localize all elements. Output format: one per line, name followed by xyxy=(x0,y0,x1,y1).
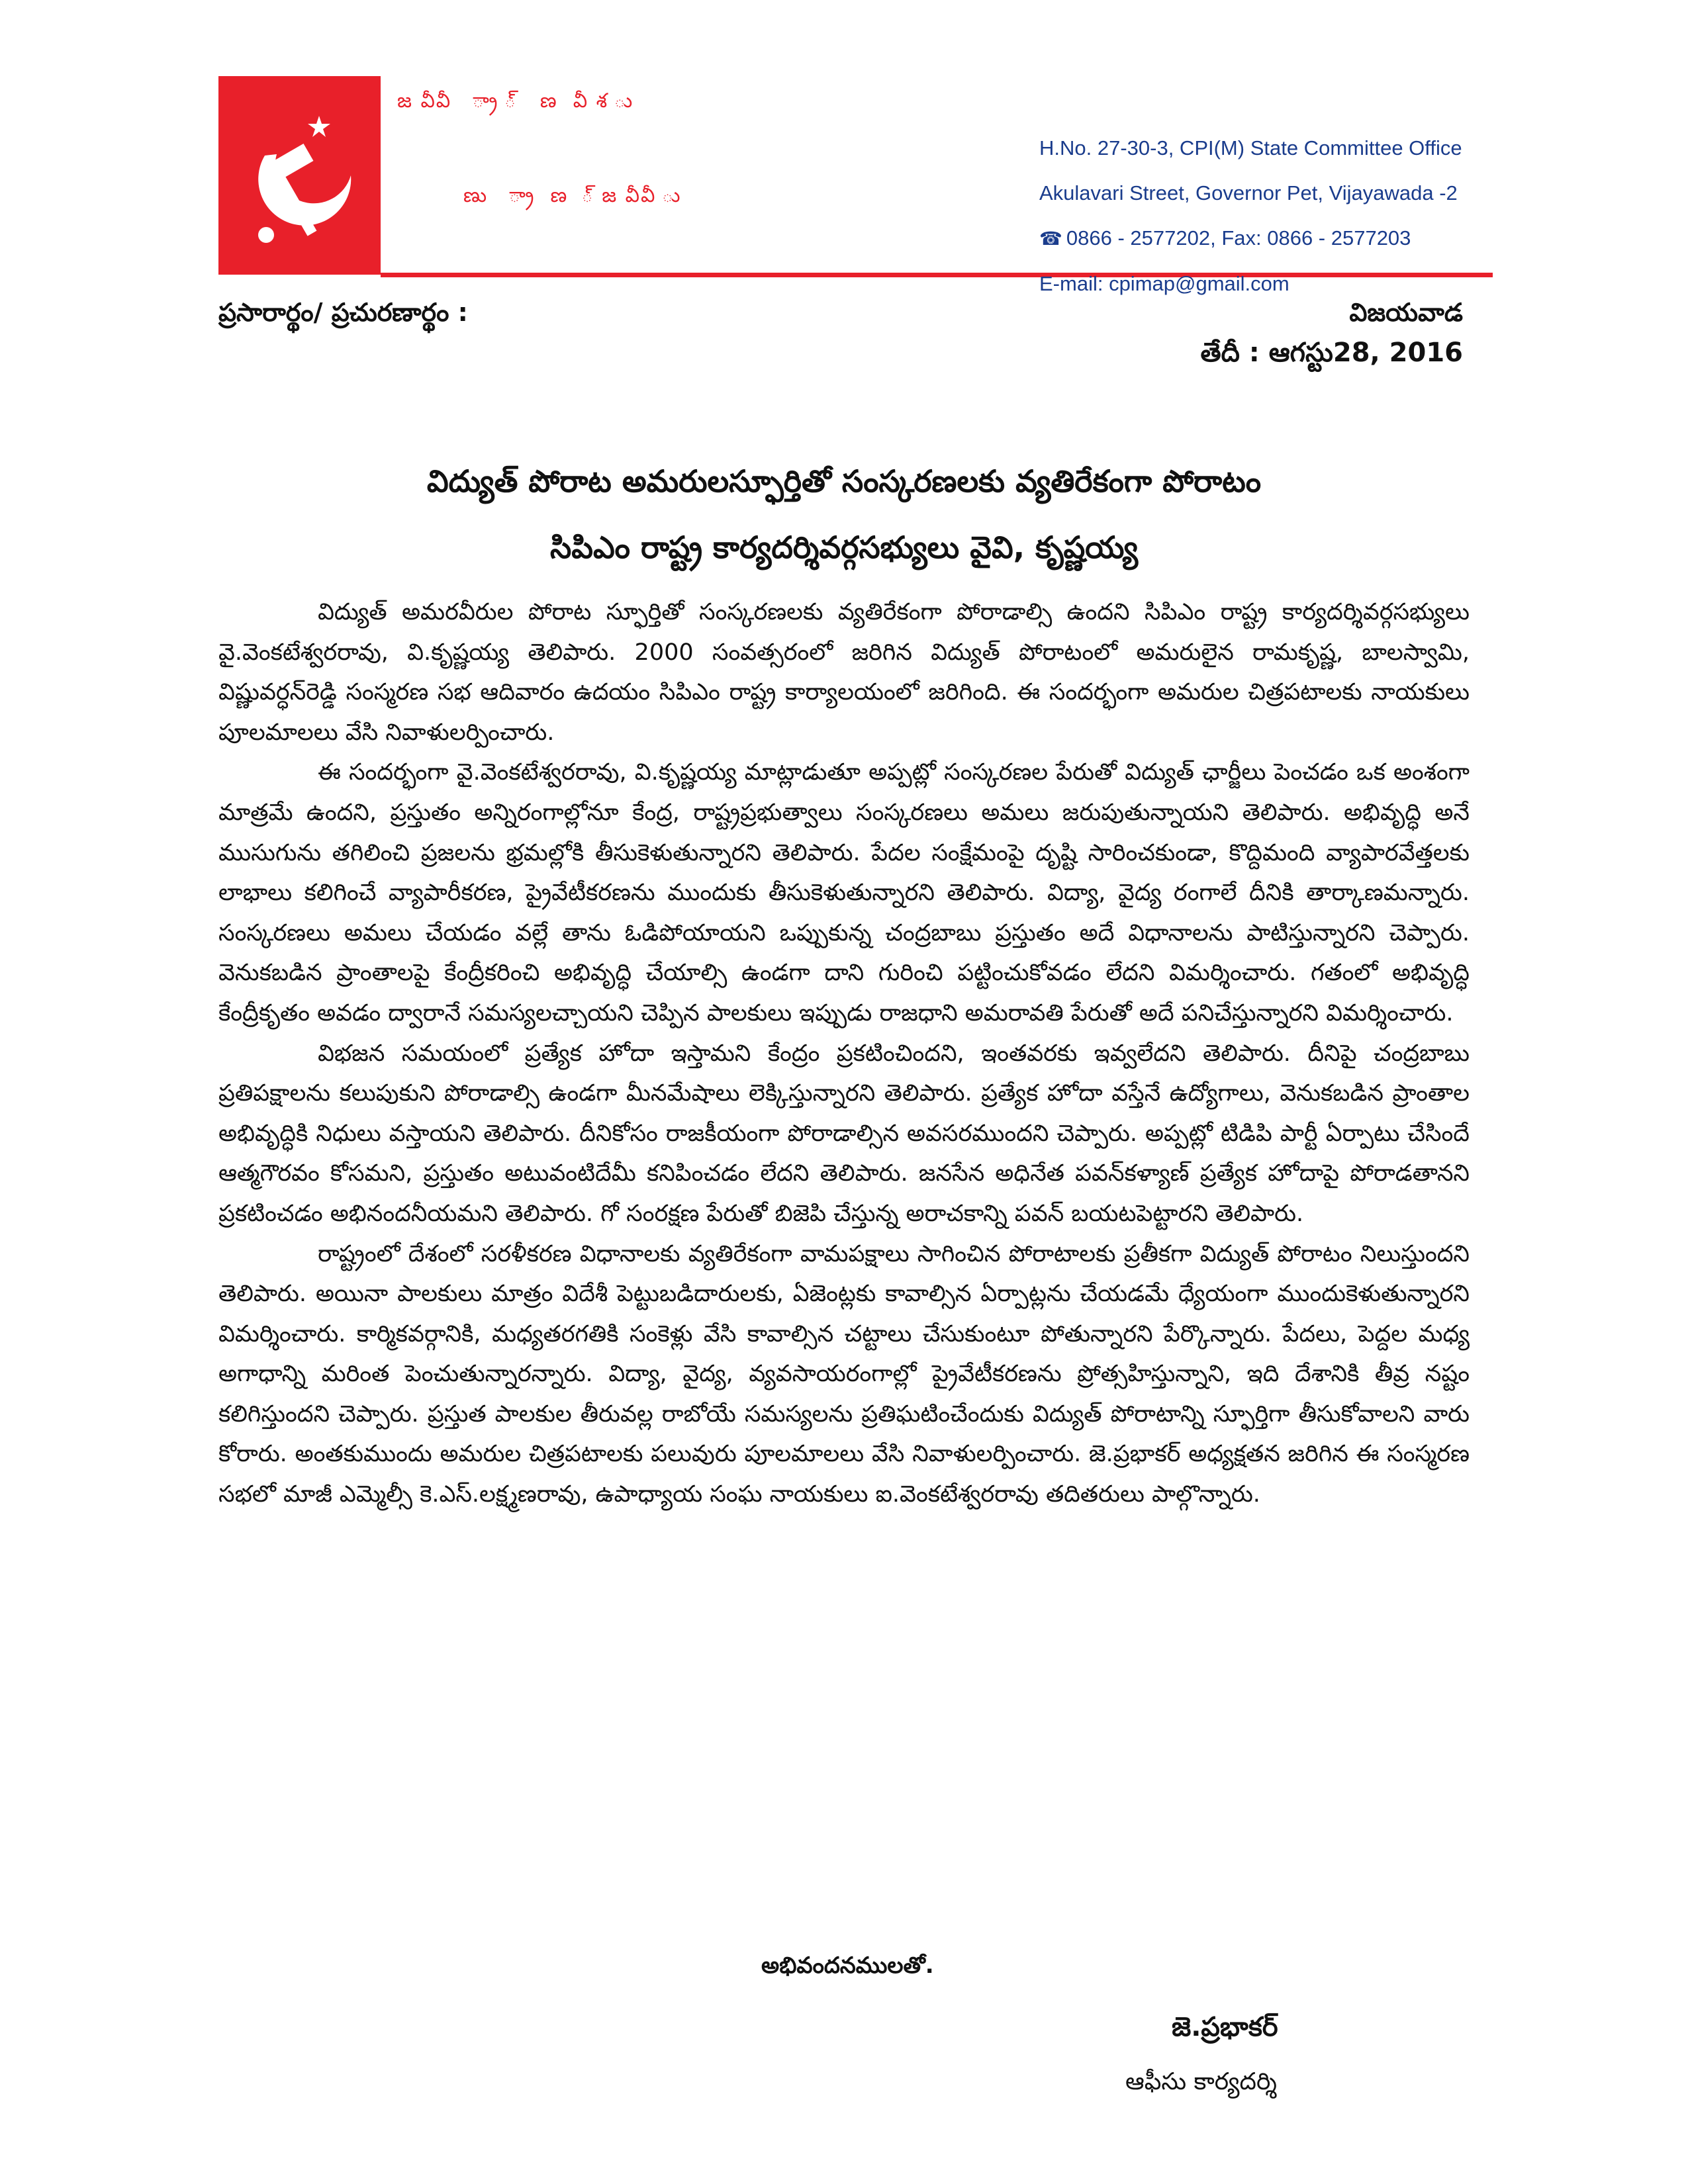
place: విజయవాడ xyxy=(1349,298,1463,327)
date: తేదీ : ఆగస్టు28, 2016 xyxy=(1200,338,1463,368)
party-logo xyxy=(218,76,381,275)
paragraph-1: విద్యుత్‌ అమరవీరుల పోరాట స్ఫూర్తితో సంస్కరణలకు వ్యతిరేకంగా పోరాడాల్సి ఉందని సిపిఎం రాష్ట్ర కార్యదర్శివర్గసభ్యులు వై.వెంకటేశ్వరరావు, వి.కృష్ణయ్య తెలిపారు. 2000 సంవత్సరంలో జరిగిన విద్యుత్‌ పోరాటంలో అమరులైన రామకృష్ణ, బాలస్వామి, విష్ణువర్ధన్‌రెడ్డి సంస్మరణ సభ ఆదివారం ఉదయం సిపిఎం రాష్ట్ర కార్యాలయంలో జరిగింది. ఈ సందర్భంగా అమరుల చిత్రపటాలకు నాయకులు పూలమాలలు వేసి నివాళులర్పించారు. xyxy=(218,599,1470,746)
sub-headline: సిపిఎం రాష్ట్ర కార్యదర్శివర్గసభ్యులు వైవి, కృష్ణయ్య xyxy=(549,529,1139,565)
signatory-name: జె.ప్రభాకర్‌ xyxy=(1172,2012,1278,2042)
press-release-body xyxy=(218,592,1470,1515)
letterhead-title-line-1: జ వీవీ ్రా ్ ణ వీ శ ు xyxy=(397,89,634,113)
hammer-sickle-star-icon xyxy=(218,76,381,275)
letterhead-address xyxy=(1039,126,1503,306)
closing-greeting: అభివందనములతో. xyxy=(761,1952,934,1979)
release-label: ప్రసారార్థం/ ప్రచురణార్థం : xyxy=(218,298,468,327)
paragraph-2: ఈ సందర్భంగా వై.వెంకటేశ్వరరావు, వి.కృష్ణయ్య మాట్లాడుతూ అప్పట్లో సంస్కరణల పేరుతో విద్యుత్‌ ఛార్జీలు పెంచడం ఒక అంశంగా మాత్రమే ఉందని, ప్రస్తుతం అన్నిరంగాల్లోనూ కేంద్ర, రాష్ట్రప్రభుత్వాలు సంస్కరణలు అమలు జరుపుతున్నాయని తెలిపారు. అభివృద్ధి అనే ముసుగును తగిలించి ప్రజలను భ్రమల్లోకి తీసుకెళుతున్నారని తెలిపారు. పేదల సంక్షేమంపై దృష్టి సారించకుండా, కొద్దిమంది వ్యాపారవేత్తలకు లాభాలు కలిగించే వ్యాపారీకరణ, ప్రైవేటీకరణను ముందుకు తీసుకెళుతున్నారని తెలిపారు. విద్యా, వైద్య రంగాలే దీనికి తార్కాణమన్నారు. సంస్కరణలు అమలు చేయడం వల్లే తాను ఓడిపోయాయని ఒప్పుకున్న చంద్రబాబు ప్రస్తుతం అదే విధానాలను పాటిస్తున్నారని చెప్పారు. వెనుకబడిన ప్రాంతాలపై కేంద్రీకరించి అభివృద్ధి చేయాల్సి ఉండగా దాని గురించి పట్టించుకోవడం లేదని విమర్శించారు. గతంలో అభివృద్ధి కేంద్రీకృతం అవడం ద్వారానే సమస్యలచ్చాయని చెప్పిన పాలకులు ఇప్పుడు రాజధాని అమరావతి పేరుతో అదే పనిచేస్తున్నారని విమర్శించారు. xyxy=(218,759,1470,1026)
email-line: E-mail: cpimap@gmail.com xyxy=(1039,272,1289,295)
phone-icon: ☎ xyxy=(1039,228,1062,249)
address-line-1: H.No. 27-30-3, CPI(M) State Committee Office xyxy=(1039,136,1462,159)
phone-line xyxy=(1039,216,1503,261)
letterhead-title-line-2: ణు ్రా ణ ్ జ వీవీ ు xyxy=(463,184,682,207)
paragraph-3: విభజన సమయంలో ప్రత్యేక హోదా ఇస్తామని కేంద్రం ప్రకటించిందని, ఇంతవరకు ఇవ్వలేదని తెలిపారు. దీనిపై చంద్రబాబు ప్రతిపక్షాలను కలుపుకుని పోరాడాల్సి ఉండగా మీనమేషాలు లెక్కిస్తున్నారని తెలిపారు. ప్రత్యేక హోదా వస్తేనే ఉద్యోగాలు, వెనుకబడిన ప్రాంతాల అభివృద్ధికి నిధులు వస్తాయని తెలిపారు. దీనికోసం రాజకీయంగా పోరాడాల్సిన అవసరముందని చెప్పారు. అప్పట్లో టిడిపి పార్టీ ఏర్పాటు చేసిందే ఆత్మగౌరవం కోసమని, ప్రస్తుతం అటువంటిదేమీ కనిపించడం లేదని తెలిపారు. జనసేన అధినేత పవన్‌కళ్యాణ్‌ ప్రత్యేక హోదాపై పోరాడతానని ప్రకటించడం అభినందనీయమని తెలిపారు. గో సంరక్షణ పేరుతో బిజెపి చేస్తున్న అరాచకాన్ని పవన్‌ బయటపెట్టారని తెలిపారు. xyxy=(218,1040,1470,1227)
signatory-designation: ఆఫీసు కార్యదర్శి xyxy=(1125,2068,1277,2095)
phone-numbers: 0866 - 2577202, Fax: 0866 - 2577203 xyxy=(1066,226,1411,250)
address-line-2: Akulavari Street, Governor Pet, Vijayawada -2 xyxy=(1039,181,1458,205)
main-headline: విద్యుత్‌ పోరాట అమరులస్ఫూర్తితో సంస్కరణలకు వ్యతిరేకంగా పోరాటం xyxy=(426,463,1262,499)
paragraph-4: రాష్ట్రంలో దేశంలో సరళీకరణ విధానాలకు వ్యతిరేకంగా వామపక్షాలు సాగించిన పోరాటాలకు ప్రతీకగా విద్యుత్‌ పోరాటం నిలుస్తుందని తెలిపారు. అయినా పాలకులు మాత్రం విదేశీ పెట్టుబడిదారులకు, ఏజెంట్లకు కావాల్సిన ఏర్పాట్లను చేయడమే ధ్యేయంగా ముందుకెళుతున్నారని విమర్శించారు. కార్మికవర్గానికి, మధ్యతరగతికి సంకెళ్లు వేసి కావాల్సిన చట్టాలు చేసుకుంటూ పోతున్నారని పేర్కొన్నారు. పేదలు, పెద్దల మధ్య అగాధాన్ని మరింత పెంచుతున్నారన్నారు. విద్యా, వైద్య, వ్యవసాయరంగాల్లో ప్రైవేటీకరణను ప్రోత్సహిస్తున్నాని, ఇది దేశానికి తీవ్ర నష్టం కలిగిస్తుందని చెప్పారు. ప్రస్తుత పాలకుల తీరువల్ల రాబోయే సమస్యలను ప్రతిఘటించేందుకు విద్యుత్‌ పోరాటాన్ని స్ఫూర్తిగా తీసుకోవాలని వారు కోరారు. అంతకుముందు అమరుల చిత్రపటాలకు పలువురు పూలమాలలు వేసి నివాళులర్పించారు. జె.ప్రభాకర్‌ అధ్యక్షతన జరిగిన ఈ సంస్మరణ సభలో మాజీ ఎమ్మెల్సీ కె.ఎస్‌.లక్ష్మణరావు, ఉపాధ్యాయ సంఘ నాయకులు ఐ.వెంకటేశ్వరరావు తదితరులు పాల్గొన్నారు. xyxy=(218,1240,1470,1508)
